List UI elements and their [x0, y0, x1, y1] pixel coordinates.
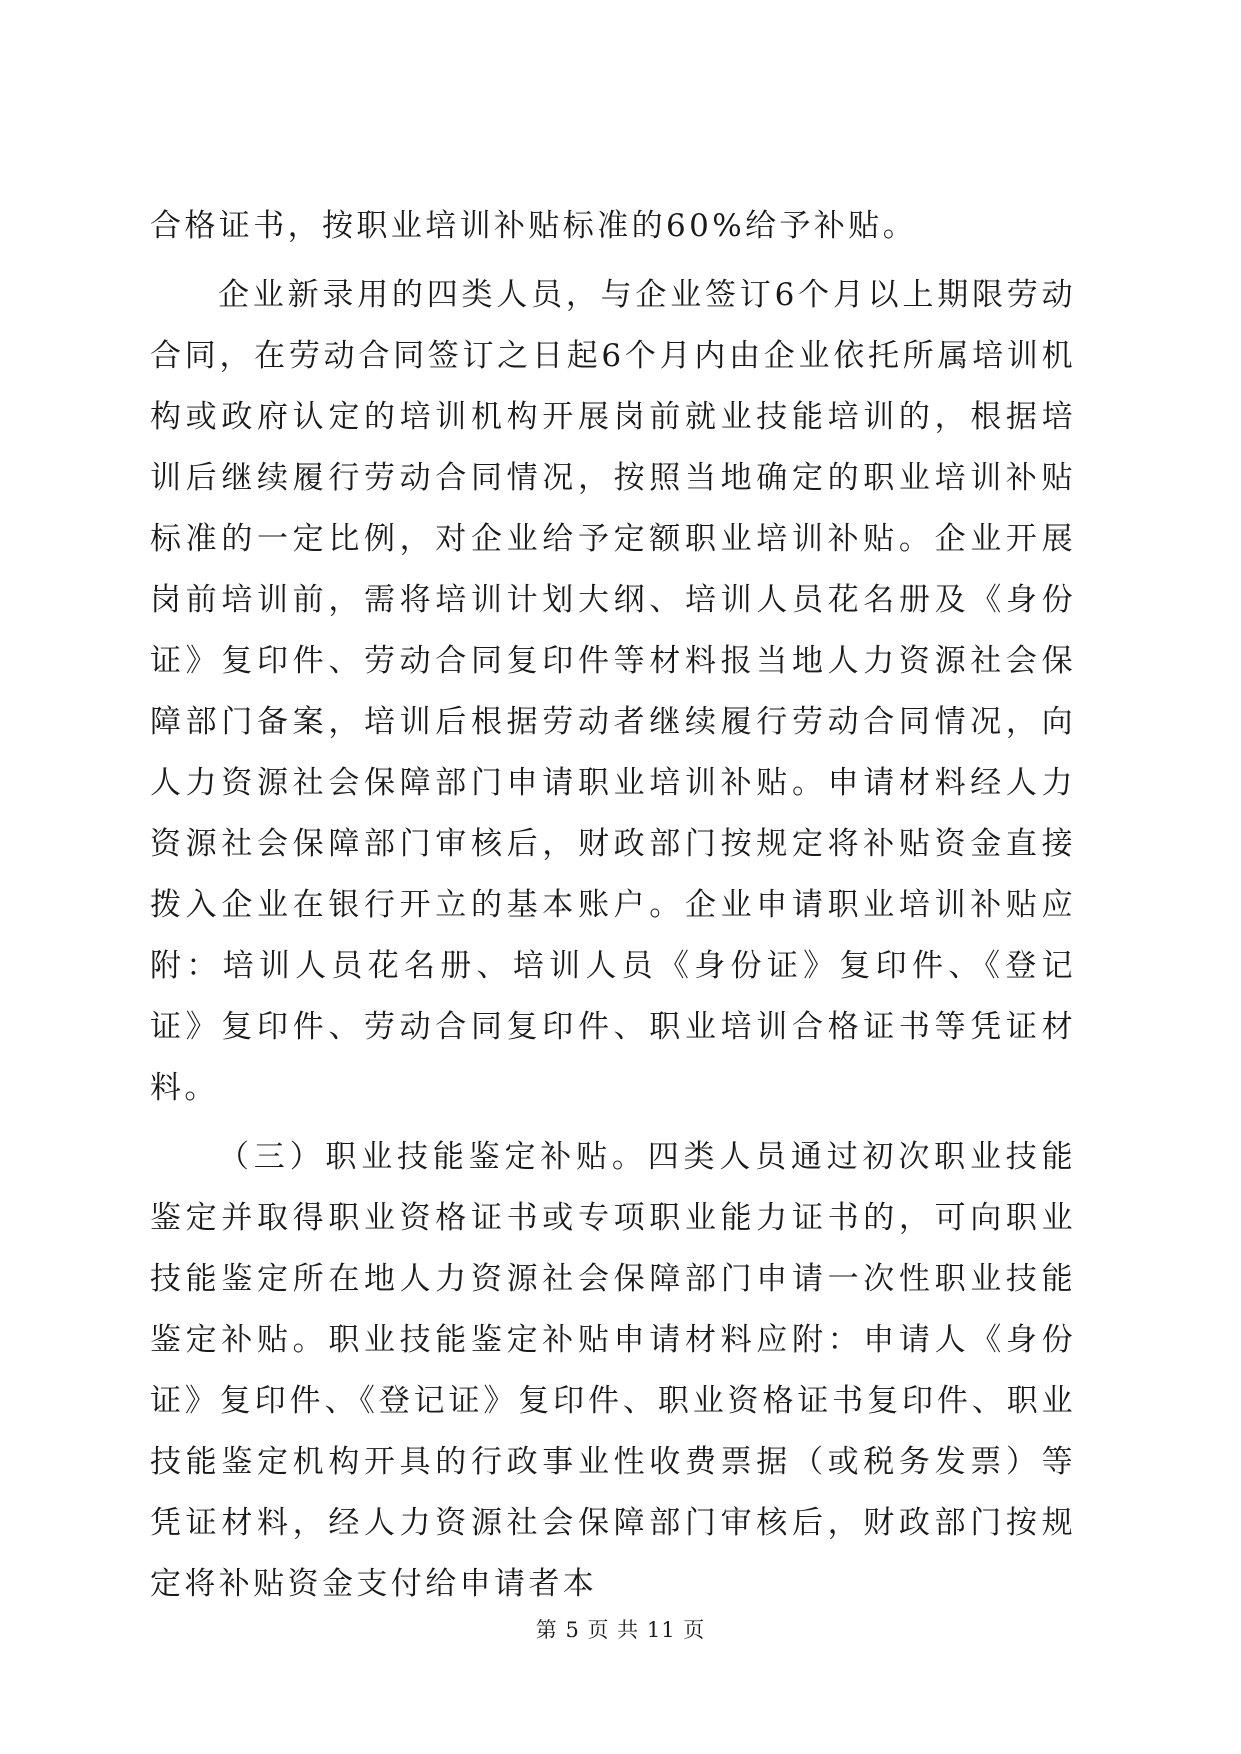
paragraph-skill-appraisal-subsidy: （三）职业技能鉴定补贴。四类人员通过初次职业技能鉴定并取得职业资格证书或专项职业能力证书的，可向职业技能鉴定所在地人力资源社会保障部门申请一次性职业技能鉴定补贴。职业技能鉴定补贴申请材料应附：申请人《身份证》复印件、《登记证》复印件、职业资格证书复印件、职业技能鉴定机构开具的行政事业性收费票据（或税务发票）等凭证材料，经人力资源社会保障部门审核后，财政部门按规定将补贴资金支付给申请者本 [150, 1139, 1076, 1602]
paragraph-continuation: 合格证书，按职业培训补贴标准的60%给予补贴。 [150, 208, 918, 244]
page-number-footer: 第 5 页 共 11 页 [535, 1618, 706, 1642]
document-body [150, 196, 1076, 1615]
paragraph-enterprise-training-subsidy: 企业新录用的四类人员，与企业签订6个月以上期限劳动合同，在劳动合同签订之日起6个月内由企业依托所属培训机构或政府认定的培训机构开展岗前就业技能培训的，根据培训后继续履行劳动合同情况，按照当地确定的职业培训补贴标准的一定比例，对企业给予定额职业培训补贴。企业开展岗前培训前，需将培训计划大纲、培训人员花名册及《身份证》复印件、劳动合同复印件等材料报当地人力资源社会保障部门备案，培训后根据劳动者继续履行劳动合同情况，向人力资源社会保障部门申请职业培训补贴。申请材料经人力资源社会保障部门审核后，财政部门按规定将补贴资金直接拨入企业在银行开立的基本账户。企业申请职业培训补贴应附：培训人员花名册、培训人员《身份证》复印件、《登记证》复印件、劳动合同复印件、职业培训合格证书等凭证材料。 [150, 277, 1076, 1106]
